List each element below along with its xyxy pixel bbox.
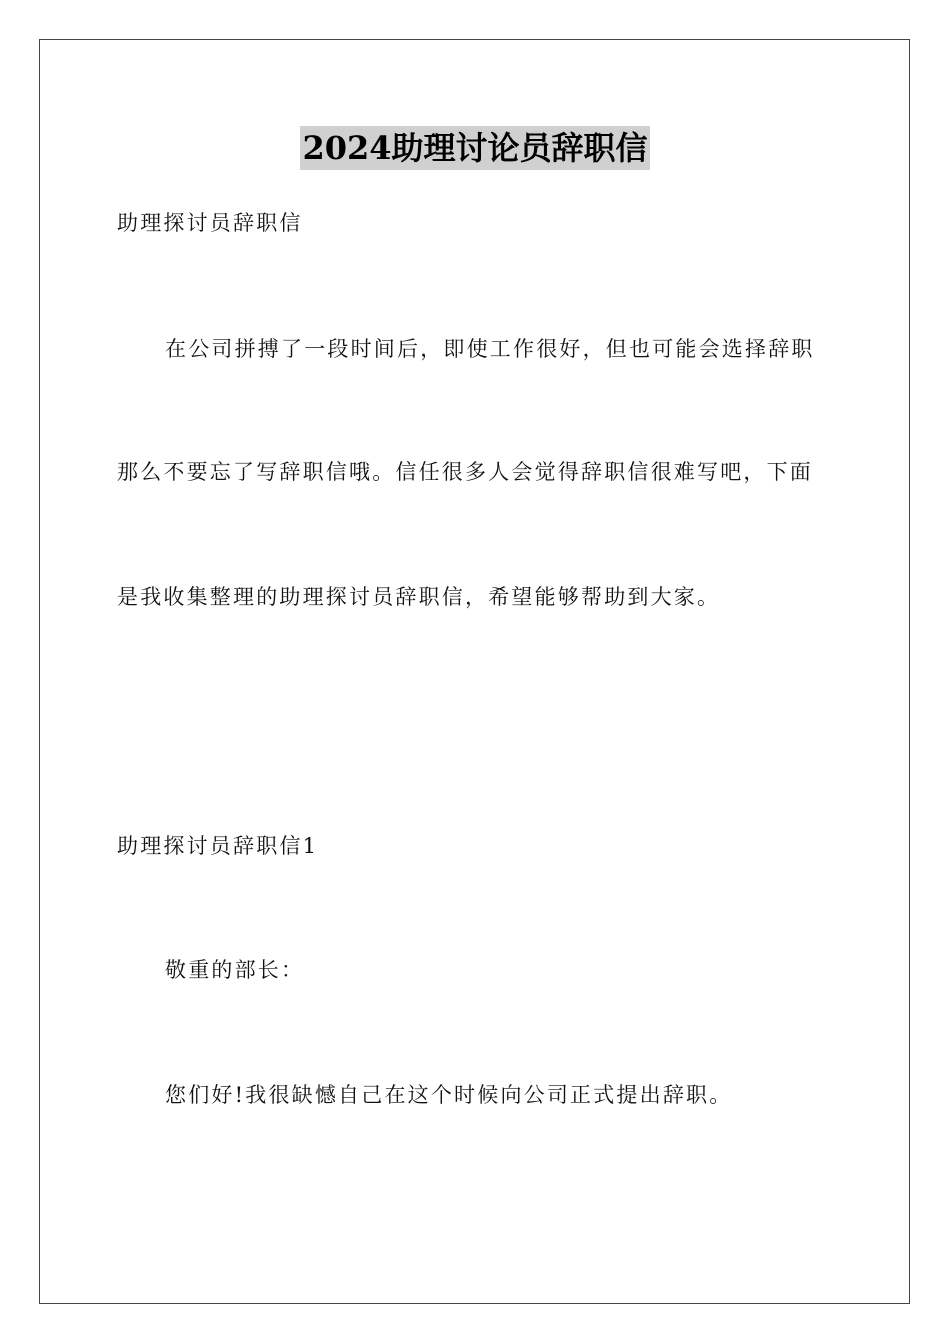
document-title: 2024助理讨论员辞职信	[300, 126, 649, 170]
title-container	[0, 126, 950, 170]
intro-line-1: 在公司拼搏了一段时间后，即使工作很好，但也可能会选择辞职	[165, 337, 815, 361]
salutation: 敬重的部长：	[165, 958, 305, 982]
intro-line-3: 是我收集整理的助理探讨员辞职信，希望能够帮助到大家。	[117, 585, 721, 609]
document-subtitle: 助理探讨员辞职信	[117, 211, 303, 235]
body-paragraph-line: 您们好!我很缺憾自己在这个时候向公司正式提出辞职。	[165, 1083, 733, 1107]
intro-line-2: 那么不要忘了写辞职信哦。信任很多人会觉得辞职信很难写吧，下面	[117, 460, 813, 484]
section-heading: 助理探讨员辞职信1	[117, 834, 319, 858]
